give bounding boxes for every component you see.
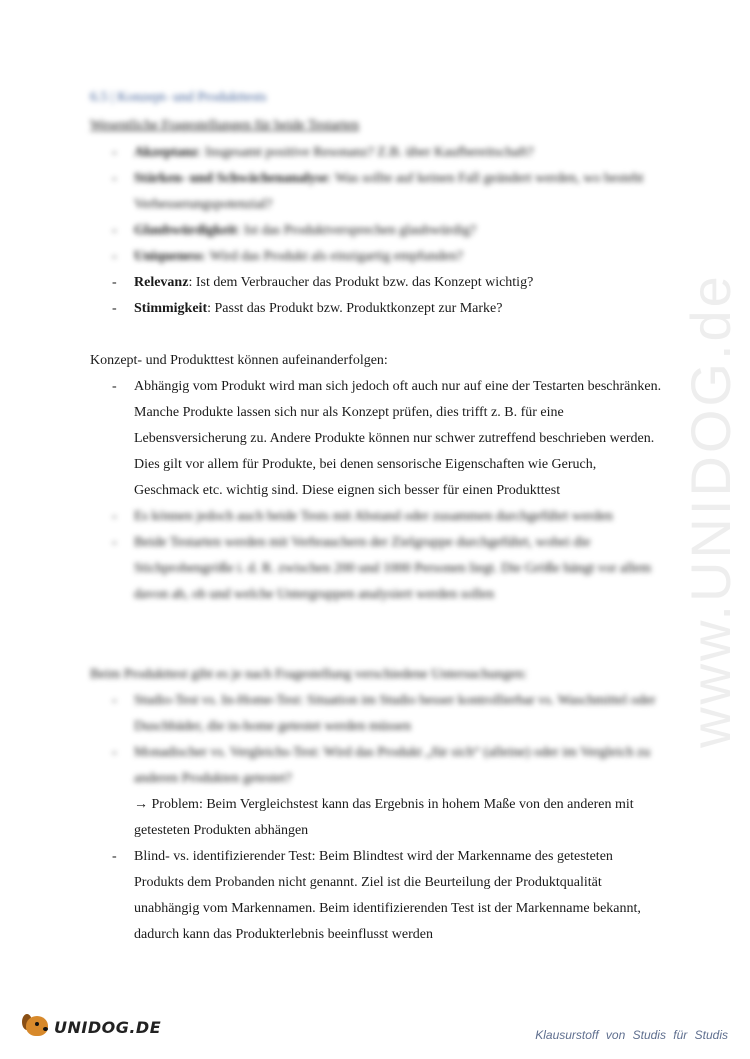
list-item: - Stärken- und Schwächenanalyse: Was sollte auf keinen Fall geändert werden, wo besteht Verbesserungspotenzial?	[112, 171, 644, 212]
list-item: - Uniqueness: Wird das Produkt als einzigartig empfunden?	[112, 249, 463, 264]
section-heading: 6.5 | Konzept- und Produkttests	[90, 90, 267, 105]
list-item: - Relevanz: Ist dem Verbraucher das Produkt bzw. das Konzept wichtig?	[112, 275, 534, 290]
list-item: - Glaubwürdigkeit: Ist das Produktversprechen glaubwürdig?	[112, 223, 477, 238]
dog-icon	[22, 1012, 52, 1042]
list-item: - Es können jedoch auch beide Tests mit Abstand oder zusammen durchgeführt werden	[112, 509, 613, 524]
list-item: - Monadischer vs. Vergleichs-Test: Wird das Produkt „für sich“ (alleine) oder im Vergleich zu anderen Produkten getestet?	[112, 745, 651, 786]
section-subheading: Wesentliche Fragestellungen für beide Testarten	[90, 118, 359, 133]
footer-slogan: Klausurstoff von Studis für Studis	[535, 1028, 728, 1042]
paragraph-product-test: Beim Produkttest gibt es je nach Fragestellung verschiedene Untersuchungen:	[90, 667, 528, 682]
sequence-list	[112, 374, 662, 608]
blind-test-list	[112, 844, 662, 948]
list-item: - Akzeptanz: Insgesamt positive Resonanz? Z.B. über Kaufbereitschaft?	[112, 145, 534, 160]
list-item: - Studio-Test vs. In-Home-Test: Situation im Studio besser kontrollierbar vs. Waschmittel oder Duschbäder, die in-home getestet werden müssen	[112, 693, 656, 734]
arrow-note: → Problem: Beim Vergleichstest kann das Ergebnis in hohem Maße von den anderen mit getesteten Produkten abhängen	[134, 797, 634, 838]
list-item: - Abhängig vom Produkt wird man sich jedoch oft auch nur auf eine der Testarten beschränken. Manche Produkte lassen sich nur als Konzept prüfen, dies trifft z. B. für eine Lebensversicherung zu. Andere Produkte können nur schwer zutreffend beschrieben werden. Dies gilt vor allem für Produkte, bei denen sensorische Eigenschaften wie Geruch, Geschmack etc. wichtig sind. Diese eignen sich besser für einen Produkttest	[112, 379, 662, 498]
paragraph-concept-product: Konzept- und Produkttest können aufeinanderfolgen:	[90, 353, 388, 368]
questions-list	[112, 140, 662, 322]
watermark: www.UNIDOG.de	[678, 272, 742, 748]
footer-logo	[22, 1012, 161, 1042]
list-item: - Blind- vs. identifizierender Test: Beim Blindtest wird der Markenname des getesteten Produkts dem Probanden nicht genannt. Ziel ist die Beurteilung der Produktqualität unabhängig vom Markennamen. Beim identifizierenden Test ist der Markenname bekannt, dadurch kann das Produkterlebnis beeinflusst werden	[112, 849, 641, 942]
test-types-list	[112, 688, 662, 792]
list-item: - Beide Testarten werden mit Verbrauchern der Zielgruppe durchgeführt, wobei die Stichprobengröße i. d. R. zwischen 200 und 1000 Personen liegt. Die Größe hängt vor allem davon ab, ob und welche Untergruppen analysiert werden sollen	[112, 535, 652, 602]
list-item: - Stimmigkeit: Passt das Produkt bzw. Produktkonzept zur Marke?	[112, 301, 503, 316]
logo-text: UNIDOG.DE	[54, 1017, 162, 1037]
